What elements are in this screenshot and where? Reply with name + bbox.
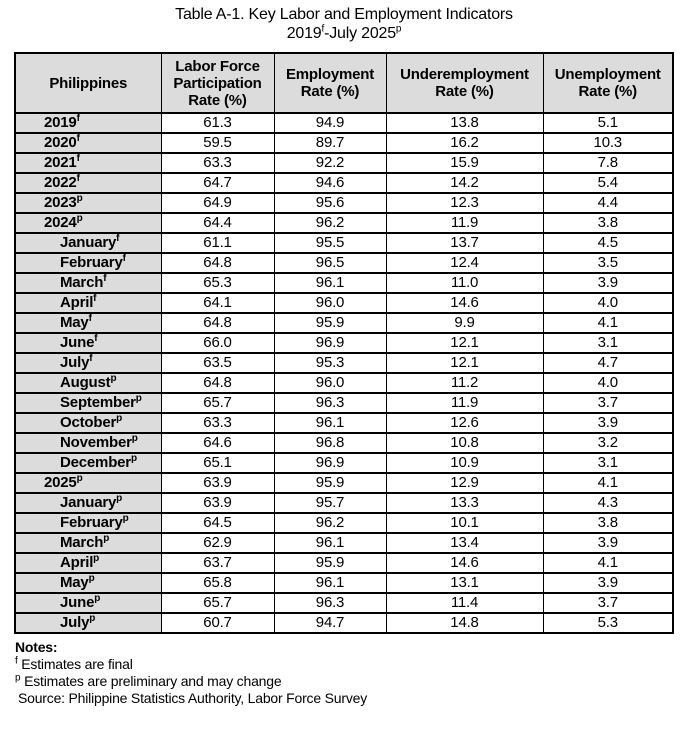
row-label: September$^p$ [15,393,161,413]
row-label: November$^p$ [15,433,161,453]
row-label: 2019$^f$ [15,113,161,133]
value-cell: 13.3 [386,493,543,513]
value-cell: 13.8 [386,113,543,133]
table-row [15,293,673,313]
value-cell: 63.9 [161,493,274,513]
value-cell: 96.0 [274,293,386,313]
row-label: 2021$^f$ [15,153,161,173]
table-row [15,613,673,633]
row-label-superscript: p [116,413,123,424]
row-label: July$^p$ [15,613,161,633]
table-row [15,313,673,333]
row-label: March$^f$ [15,273,161,293]
value-cell: 95.3 [274,353,386,373]
value-cell: 12.9 [386,473,543,493]
value-cell: 63.3 [161,413,274,433]
value-cell: 7.8 [543,153,673,173]
row-label: June$^p$ [15,593,161,613]
value-cell: 3.2 [543,433,673,453]
value-cell: 94.6 [274,173,386,193]
value-cell: 64.1 [161,293,274,313]
table-row [15,133,673,153]
row-label: October$^p$ [15,413,161,433]
value-cell: 12.1 [386,353,543,373]
value-cell: 96.0 [274,373,386,393]
value-cell: 14.6 [386,553,543,573]
footnote-p: $^p$ Estimates are preliminary and may change [15,672,282,689]
value-cell: 60.7 [161,613,274,633]
value-cell: 3.9 [543,573,673,593]
value-cell: 3.1 [543,453,673,473]
row-label-superscript: f [116,233,120,244]
value-cell: 95.6 [274,193,386,213]
labor-indicators-table [14,52,674,634]
table-row [15,213,673,233]
value-cell: 14.2 [386,173,543,193]
table-row [15,353,673,373]
table-row [15,233,673,253]
value-cell: 3.9 [543,533,673,553]
value-cell: 4.1 [543,473,673,493]
value-cell: 92.2 [274,153,386,173]
row-label: February$^f$ [15,253,161,273]
source-line: Source: Philippine Statistics Authority, Labor Force Survey [18,690,368,706]
row-label-superscript: f [103,273,107,284]
row-label-superscript: f [76,133,80,144]
value-cell: 3.7 [543,593,673,613]
value-cell: 96.8 [274,433,386,453]
value-cell: 3.9 [543,273,673,293]
value-cell: 96.9 [274,333,386,353]
row-label-superscript: f [76,113,80,124]
column-header-2: Employment Rate (%) [274,53,386,113]
value-cell: 63.5 [161,353,274,373]
value-cell: 65.7 [161,393,274,413]
row-label: 2025$^p$ [15,473,161,493]
value-cell: 65.1 [161,453,274,473]
row-label: June$^f$ [15,333,161,353]
value-cell: 95.7 [274,493,386,513]
value-cell: 3.8 [543,513,673,533]
row-label: January$^p$ [15,493,161,513]
row-label-superscript: p [89,613,96,624]
value-cell: 64.8 [161,253,274,273]
row-label: 2023$^p$ [15,193,161,213]
value-cell: 12.6 [386,413,543,433]
value-cell: 62.9 [161,533,274,553]
row-label: April$^f$ [15,293,161,313]
row-label-superscript: f [76,153,80,164]
value-cell: 96.1 [274,273,386,293]
row-label-superscript: f [94,333,98,344]
table-row [15,493,673,513]
value-cell: 4.3 [543,493,673,513]
value-cell: 10.8 [386,433,543,453]
value-cell: 64.5 [161,513,274,533]
value-cell: 65.3 [161,273,274,293]
value-cell: 3.7 [543,393,673,413]
value-cell: 12.3 [386,193,543,213]
value-cell: 59.5 [161,133,274,153]
value-cell: 3.5 [543,253,673,273]
value-cell: 94.9 [274,113,386,133]
value-cell: 4.4 [543,193,673,213]
value-cell: 10.9 [386,453,543,473]
value-cell: 96.1 [274,413,386,433]
table-row [15,333,673,353]
value-cell: 5.4 [543,173,673,193]
table-title [0,0,688,43]
table-row [15,273,673,293]
row-label: February$^p$ [15,513,161,533]
table-title-line2 [0,24,688,43]
value-cell: 61.3 [161,113,274,133]
value-cell: 63.3 [161,153,274,173]
notes-heading: Notes: [15,639,58,655]
value-cell: 95.9 [274,313,386,333]
table-row [15,553,673,573]
value-cell: 95.9 [274,473,386,493]
value-cell: 12.4 [386,253,543,273]
value-cell: 4.5 [543,233,673,253]
value-cell: 10.1 [386,513,543,533]
table-row [15,113,673,133]
value-cell: 66.0 [161,333,274,353]
title-period-start: 2019 [286,25,322,42]
table-row [15,253,673,273]
row-label: 2024$^p$ [15,213,161,233]
value-cell: 13.7 [386,233,543,253]
value-cell: 65.7 [161,593,274,613]
row-label-superscript: p [135,393,142,404]
value-cell: 64.8 [161,373,274,393]
notes-section [15,639,688,707]
row-label: 2020$^f$ [15,133,161,153]
value-cell: 3.8 [543,213,673,233]
value-cell: 13.1 [386,573,543,593]
table-row [15,153,673,173]
row-label-superscript: p [76,193,83,204]
title-superscript-p: p [395,23,402,35]
value-cell: 89.7 [274,133,386,153]
row-label-superscript: p [103,533,110,544]
row-label: August$^p$ [15,373,161,393]
table-title-line1: Table A-1. Key Labor and Employment Indicators [175,6,513,23]
row-label-superscript: p [93,553,100,564]
value-cell: 4.1 [543,313,673,333]
value-cell: 64.4 [161,213,274,233]
value-cell: 64.8 [161,313,274,333]
value-cell: 5.3 [543,613,673,633]
value-cell: 65.8 [161,573,274,593]
value-cell: 5.1 [543,113,673,133]
value-cell: 13.4 [386,533,543,553]
value-cell: 96.1 [274,533,386,553]
value-cell: 3.1 [543,333,673,353]
value-cell: 63.7 [161,553,274,573]
value-cell: 61.1 [161,233,274,253]
value-cell: 96.1 [274,573,386,593]
value-cell: 9.9 [386,313,543,333]
value-cell: 3.9 [543,413,673,433]
footnote-superscript: f [15,655,18,667]
row-label-superscript: p [110,373,117,384]
row-label: May$^f$ [15,313,161,333]
row-label-superscript: p [130,453,137,464]
value-cell: 64.9 [161,193,274,213]
value-cell: 95.5 [274,233,386,253]
value-cell: 96.3 [274,593,386,613]
title-period-end: -July 2025 [324,25,396,42]
header-row [15,53,673,113]
title-superscript-f: f [321,23,325,35]
value-cell: 11.0 [386,273,543,293]
value-cell: 96.5 [274,253,386,273]
table-row [15,373,673,393]
row-label-superscript: p [76,213,83,224]
table-row [15,413,673,433]
column-header-3: Underemployment Rate (%) [386,53,543,113]
value-cell: 4.1 [543,553,673,573]
table-row [15,473,673,493]
row-label-superscript: f [122,253,126,264]
row-label: May$^p$ [15,573,161,593]
row-label: March$^p$ [15,533,161,553]
value-cell: 96.2 [274,213,386,233]
value-cell: 64.7 [161,173,274,193]
value-cell: 15.9 [386,153,543,173]
row-label: 2022$^f$ [15,173,161,193]
value-cell: 96.9 [274,453,386,473]
value-cell: 4.7 [543,353,673,373]
value-cell: 95.9 [274,553,386,573]
row-label-superscript: f [76,173,80,184]
table-row [15,513,673,533]
value-cell: 11.9 [386,393,543,413]
row-label-superscript: f [88,313,92,324]
value-cell: 14.6 [386,293,543,313]
row-label-superscript: p [76,473,83,484]
row-label-superscript: f [89,353,93,364]
table-row [15,193,673,213]
value-cell: 10.3 [543,133,673,153]
table-row [15,173,673,193]
row-label: December$^p$ [15,453,161,473]
row-label-superscript: f [93,293,97,304]
column-header-1: Labor Force Participation Rate (%) [161,53,274,113]
row-label-superscript: p [94,593,101,604]
table-row [15,453,673,473]
value-cell: 94.7 [274,613,386,633]
value-cell: 96.3 [274,393,386,413]
table-row [15,433,673,453]
value-cell: 63.9 [161,473,274,493]
row-label-superscript: p [88,573,95,584]
table-row [15,593,673,613]
value-cell: 12.1 [386,333,543,353]
table-body [15,113,673,633]
row-label-superscript: p [122,513,129,524]
table-row [15,573,673,593]
value-cell: 11.4 [386,593,543,613]
value-cell: 4.0 [543,293,673,313]
row-label-superscript: p [131,433,138,444]
table-row [15,393,673,413]
value-cell: 11.2 [386,373,543,393]
row-label: April$^p$ [15,553,161,573]
footnote-superscript: p [15,672,21,684]
value-cell: 14.8 [386,613,543,633]
row-label: July$^f$ [15,353,161,373]
row-label-superscript: p [116,493,123,504]
row-label: January$^f$ [15,233,161,253]
value-cell: 4.0 [543,373,673,393]
column-header-4: Unemployment Rate (%) [543,53,673,113]
value-cell: 64.6 [161,433,274,453]
value-cell: 16.2 [386,133,543,153]
table-row [15,533,673,553]
column-header-philippines: Philippines [15,53,161,113]
value-cell: 96.2 [274,513,386,533]
footnote-f: $^f$ Estimates are final [15,655,133,672]
value-cell: 11.9 [386,213,543,233]
